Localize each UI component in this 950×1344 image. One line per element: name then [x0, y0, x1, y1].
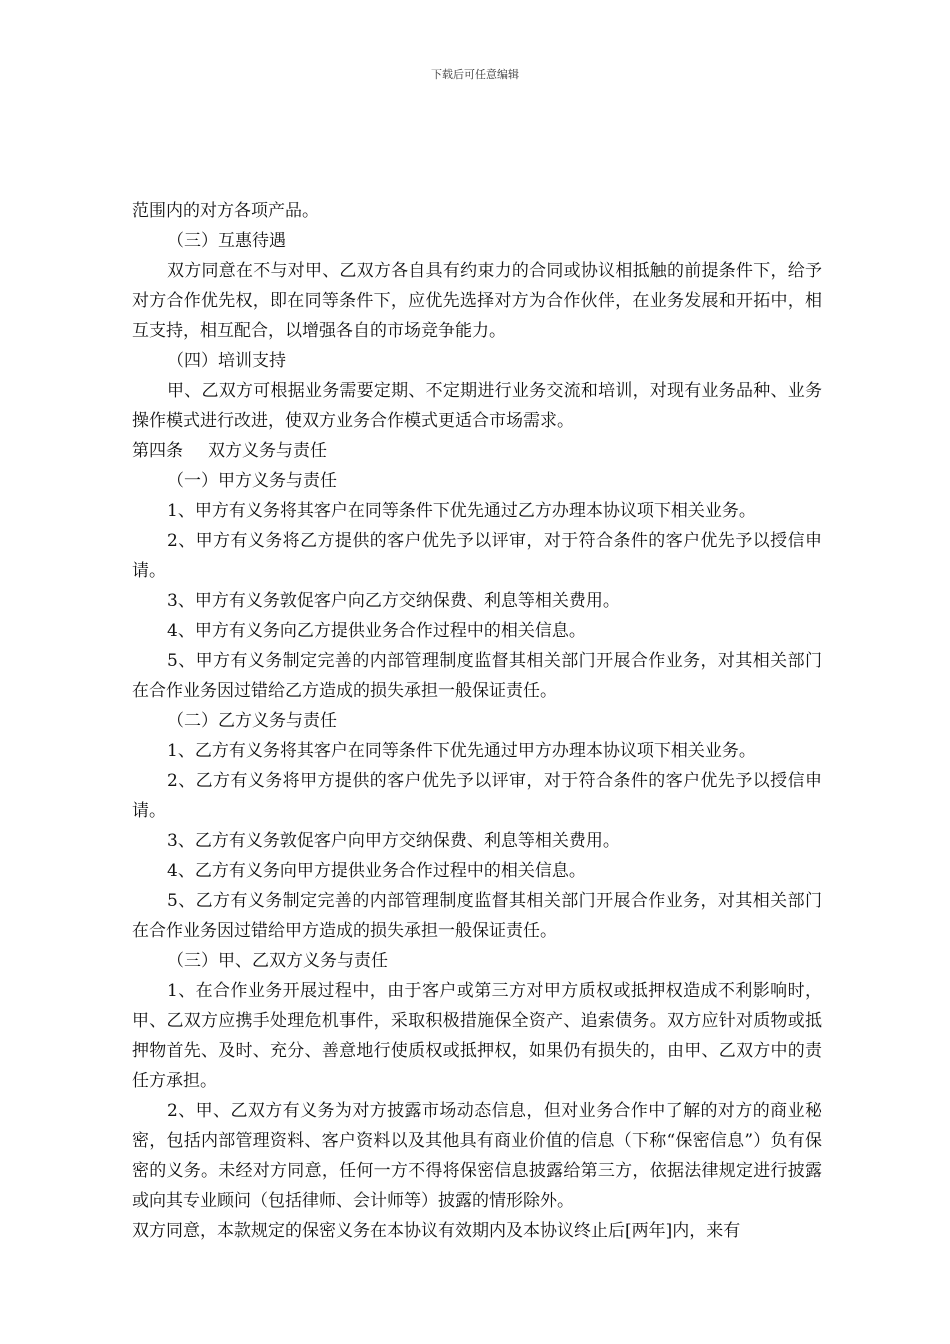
paragraph: （一）甲方义务与责任	[167, 471, 337, 491]
paragraph: 4、甲方有义务向乙方提供业务合作过程中的相关信息。	[167, 621, 586, 641]
paragraph: 1、在合作业务开展过程中，由于客户或第三方对甲方质权或抵押权造成不利影响时，甲、乙双方应携手处理危机事件，采取积极措施保全资产、追索债务。双方应针对质物或抵押物首先、及时、充分、善意地行使质权或抵押权，如果仍有损失的，由甲、乙双方中的责任方承担。	[132, 981, 822, 1091]
paragraph: 1、甲方有义务将其客户在同等条件下优先通过乙方办理本协议项下相关业务。	[167, 501, 756, 521]
paragraph: （二）乙方义务与责任	[167, 711, 337, 731]
paragraph: 1、乙方有义务将其客户在同等条件下优先通过甲方办理本协议项下相关业务。	[167, 741, 756, 761]
document-body	[132, 196, 822, 1244]
paragraph: （三）互惠待遇	[167, 231, 286, 251]
article-title: 双方义务与责任	[208, 441, 327, 461]
paragraph: 范围内的对方各项产品。	[132, 201, 319, 221]
paragraph: 4、乙方有义务向甲方提供业务合作过程中的相关信息。	[167, 861, 586, 881]
paragraph: （四）培训支持	[167, 351, 286, 371]
paragraph: 5、甲方有义务制定完善的内部管理制度监督其相关部门开展合作业务，对其相关部门在合作业务因过错给乙方造成的损失承担一般保证责任。	[132, 651, 822, 701]
paragraph: 2、甲方有义务将乙方提供的客户优先予以评审，对于符合条件的客户优先予以授信申请。	[132, 531, 822, 581]
paragraph: 3、甲方有义务敦促客户向乙方交纳保费、利息等相关费用。	[167, 591, 620, 611]
paragraph: 5、乙方有义务制定完善的内部管理制度监督其相关部门开展合作业务，对其相关部门在合作业务因过错给甲方造成的损失承担一般保证责任。	[132, 891, 822, 941]
page-header-note: 下载后可任意编辑	[431, 68, 519, 81]
paragraph: 2、甲、乙双方有义务为对方披露市场动态信息，但对业务合作中了解的对方的商业秘密，包括内部管理资料、客户资料以及其他具有商业价值的信息（下称“保密信息”）负有保密的义务。未经对方同意，任何一方不得将保密信息披露给第三方，依据法律规定进行披露或向其专业顾问（包括律师、会计师等）披露的情形除外。	[132, 1101, 822, 1211]
article-heading	[132, 436, 822, 466]
article-number: 第四条	[132, 441, 183, 461]
paragraph: 双方同意在不与对甲、乙双方各自具有约束力的合同或协议相抵触的前提条件下，给予对方合作优先权，即在同等条件下，应优先选择对方为合作伙伴，在业务发展和开拓中，相互支持，相互配合，以增强各自的市场竞争能力。	[132, 261, 822, 341]
paragraph: 3、乙方有义务敦促客户向甲方交纳保费、利息等相关费用。	[167, 831, 620, 851]
paragraph: 2、乙方有义务将甲方提供的客户优先予以评审，对于符合条件的客户优先予以授信申请。	[132, 771, 822, 821]
paragraph: （三）甲、乙双方义务与责任	[167, 951, 388, 971]
paragraph: 甲、乙双方可根据业务需要定期、不定期进行业务交流和培训，对现有业务品种、业务操作模式进行改进，使双方业务合作模式更适合市场需求。	[132, 381, 822, 431]
paragraph: 双方同意，本款规定的保密义务在本协议有效期内及本协议终止后[两年]内，来有	[132, 1221, 741, 1241]
